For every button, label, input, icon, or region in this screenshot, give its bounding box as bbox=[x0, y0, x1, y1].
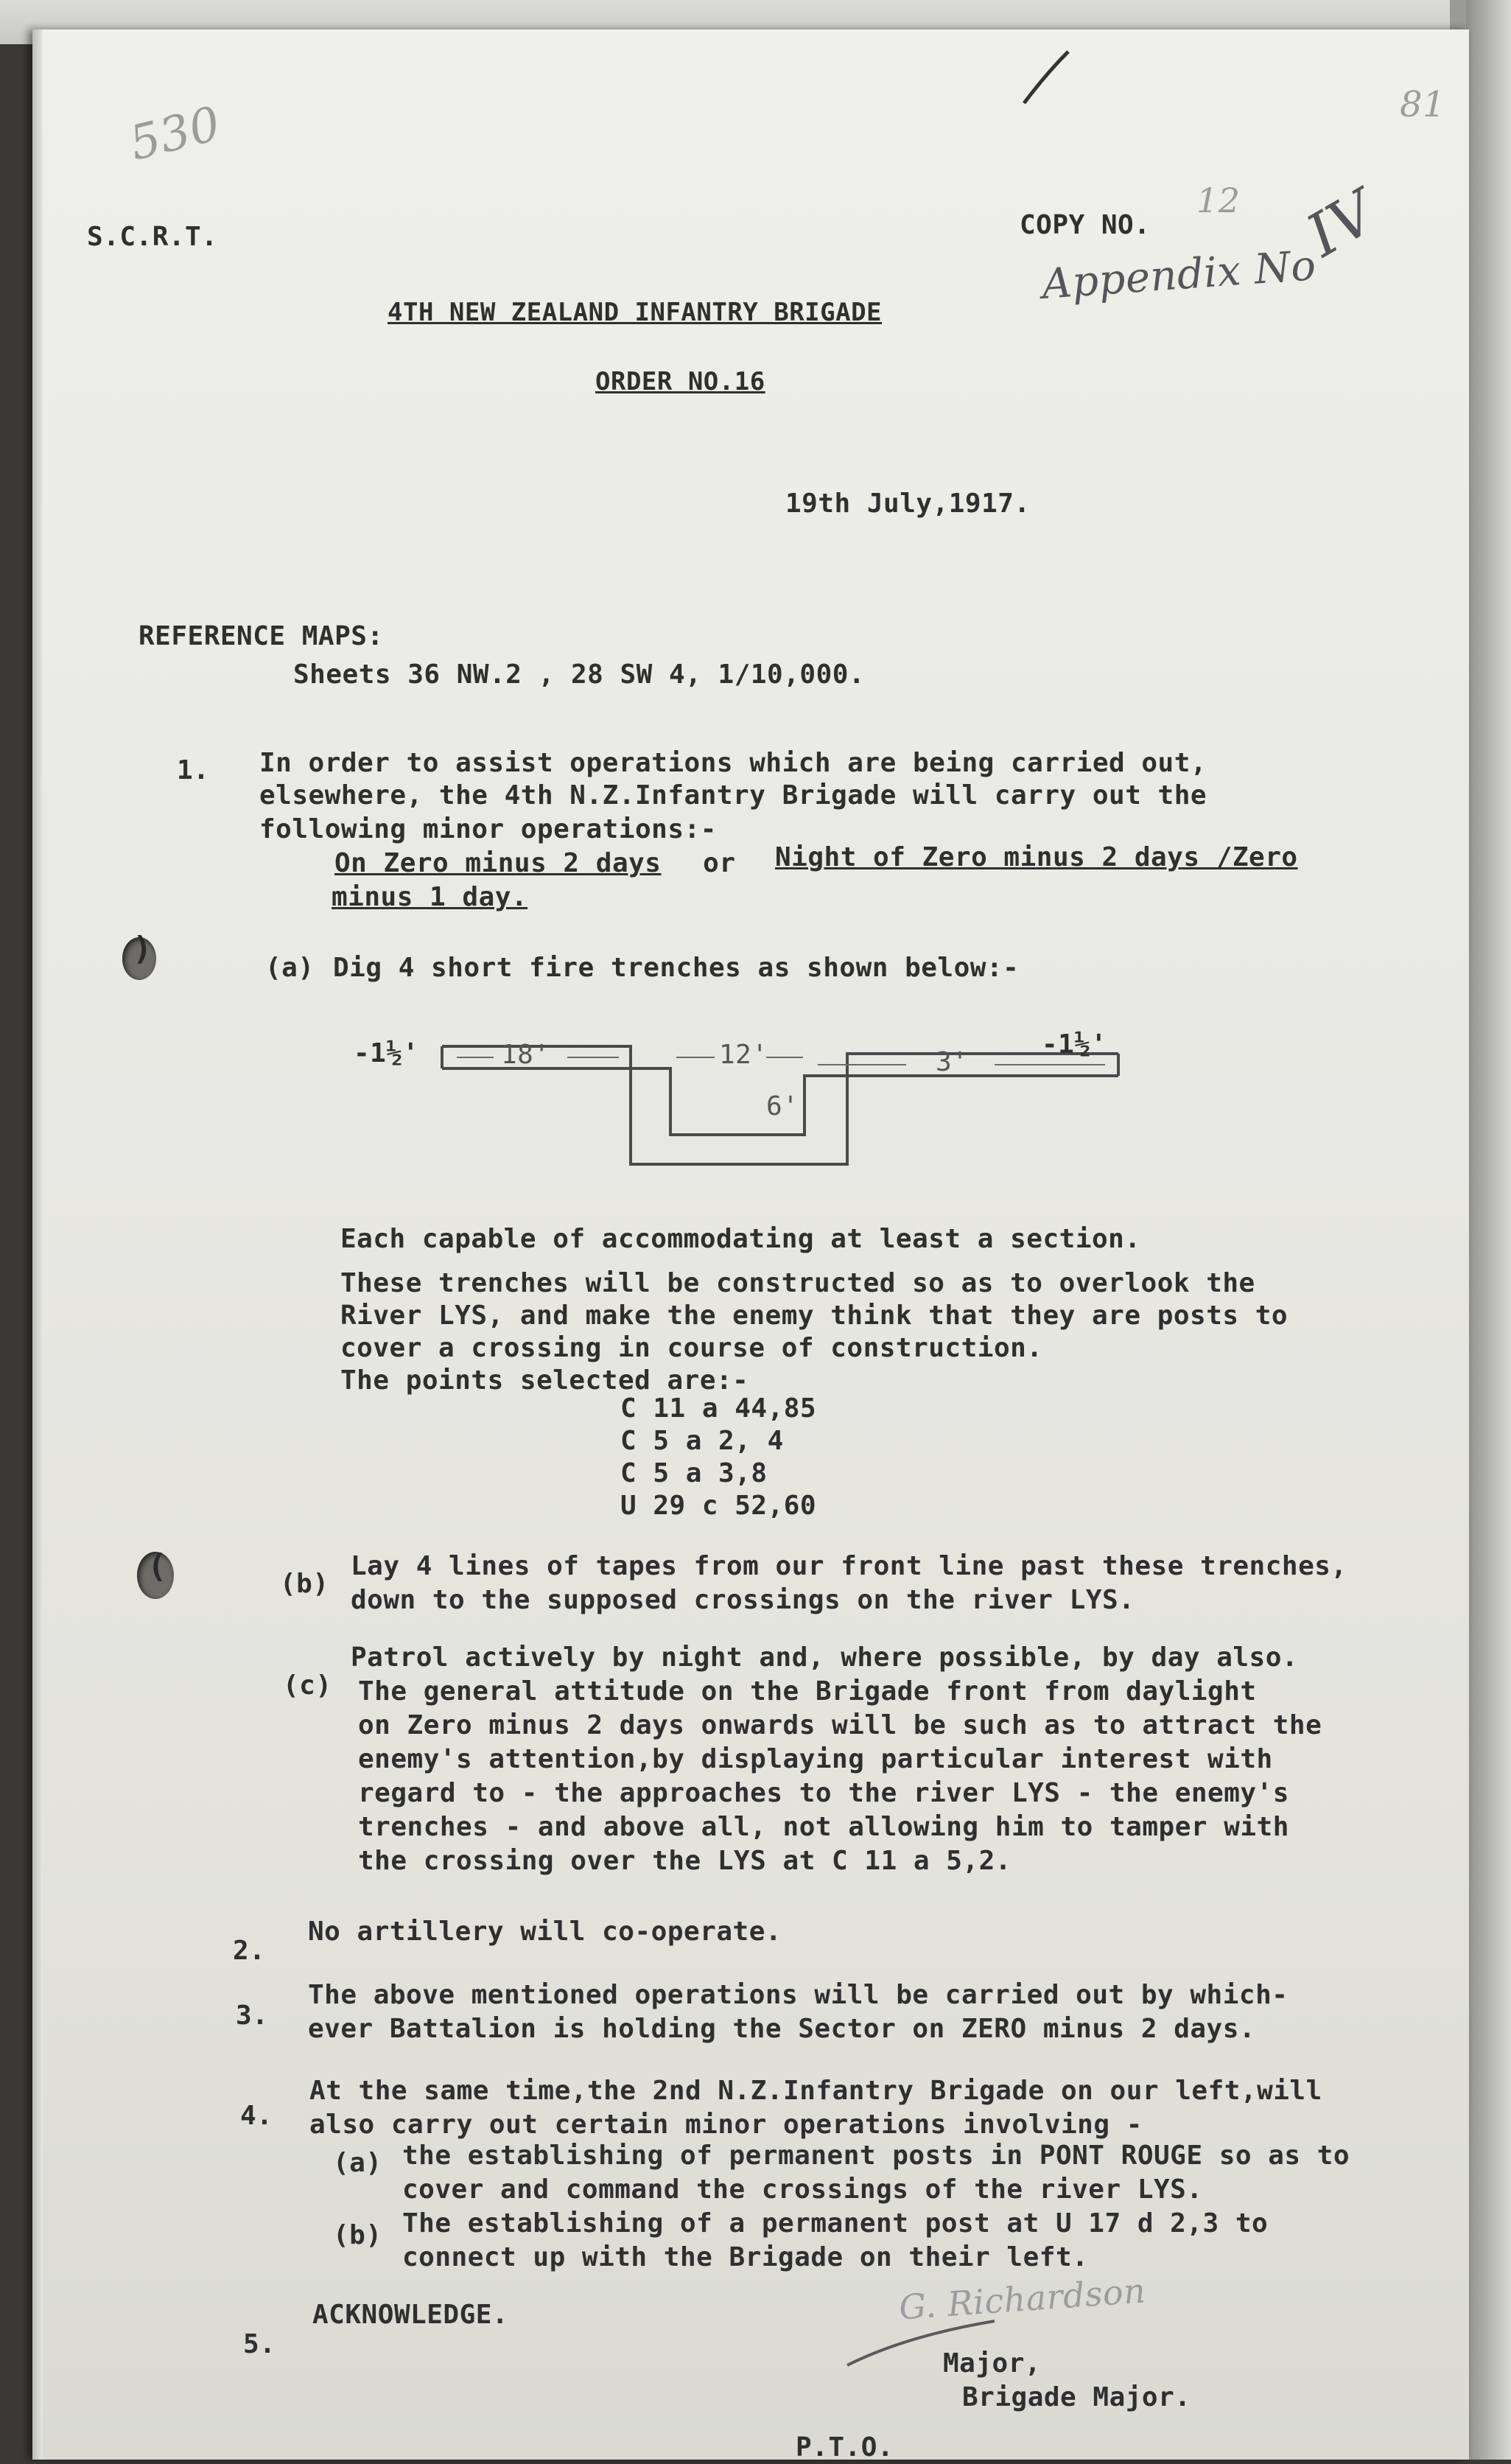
para4-line: At the same time,the 2nd N.Z.Infantry Brigade on our left,will bbox=[309, 2076, 1322, 2106]
selected-point: C 5 a 3,8 bbox=[620, 1458, 768, 1488]
secret-label: S.C.R.T. bbox=[87, 222, 218, 252]
para4-line: also carry out certain minor operations involving - bbox=[309, 2110, 1143, 2140]
reference-sheets: Sheets 36 NW.2 , 28 SW 4, 1/10,000. bbox=[293, 659, 866, 690]
item-c-line: Patrol actively by night and, where possible, by day also. bbox=[351, 1642, 1299, 1673]
bracket-mark-bottom: ( bbox=[147, 1547, 167, 1585]
para4-a-line: the establishing of permanent posts in PONT ROUGE so as to bbox=[402, 2141, 1350, 2171]
para2-number: 2. bbox=[233, 1936, 266, 1966]
timing-night: Night of Zero minus 2 days /Zero bbox=[775, 842, 1298, 872]
copy-no-label: COPY NO. bbox=[1020, 210, 1151, 240]
pen-mark bbox=[1017, 44, 1076, 113]
item-a-detail: The points selected are:- bbox=[340, 1365, 749, 1396]
item-c-line: on Zero minus 2 days onwards will be such as to attract the bbox=[358, 1710, 1322, 1740]
para4-b-line: The establishing of a permanent post at U 17 d 2,3 to bbox=[402, 2208, 1269, 2239]
signature-title: Brigade Major. bbox=[962, 2382, 1191, 2412]
page-left-edge bbox=[32, 29, 43, 2460]
stamp-number: 530 bbox=[124, 97, 226, 172]
order-title: ORDER NO.16 bbox=[595, 367, 765, 396]
underlying-sheet bbox=[1466, 0, 1511, 2460]
item-a-text: Dig 4 short fire trenches as shown below:- bbox=[333, 953, 1020, 983]
para3-line: ever Battalion is holding the Sector on ZERO minus 2 days. bbox=[308, 2014, 1256, 2044]
selected-point: C 11 a 44,85 bbox=[620, 1393, 817, 1424]
para3-number: 3. bbox=[236, 2001, 269, 2031]
reference-heading: REFERENCE MAPS: bbox=[139, 621, 384, 651]
para4-number: 4. bbox=[240, 2101, 273, 2131]
item-c-line: enemy's attention,by displaying particular interest with bbox=[358, 1744, 1273, 1774]
item-a-detail: River LYS, and make the enemy think that they are posts to bbox=[340, 1301, 1289, 1331]
item-c-line: regard to - the approaches to the river LYS - the enemy's bbox=[358, 1778, 1289, 1808]
para4-b-label: (b) bbox=[333, 2220, 382, 2250]
selected-point: U 29 c 52,60 bbox=[620, 1491, 817, 1521]
para3-line: The above mentioned operations will be carried out by which- bbox=[308, 1980, 1289, 2010]
handwritten-signature: G. Richardson bbox=[897, 2270, 1147, 2328]
order-date: 19th July,1917. bbox=[785, 489, 1031, 519]
timing-zero-minus-2: On Zero minus 2 days bbox=[334, 848, 662, 878]
signature-rank: Major, bbox=[943, 2348, 1042, 2379]
capacity-line: Each capable of accommodating at least a section. bbox=[340, 1224, 1141, 1254]
acknowledge: ACKNOWLEDGE. bbox=[312, 2300, 509, 2330]
right-length-label: 3' bbox=[936, 1047, 969, 1077]
appendix-label: Appendix No bbox=[1040, 242, 1318, 309]
item-b-label: (b) bbox=[280, 1569, 329, 1599]
left-length-label: 18' bbox=[501, 1040, 550, 1070]
copy-no-value: 12 bbox=[1196, 181, 1241, 220]
left-depth-label: -1½' bbox=[354, 1038, 419, 1068]
selected-point: C 5 a 2, 4 bbox=[620, 1426, 784, 1456]
item-c-line: trenches - and above all, not allowing him to tamper with bbox=[358, 1812, 1289, 1842]
trench-depth-label: 6' bbox=[766, 1091, 799, 1121]
corner-number: 81 bbox=[1400, 84, 1446, 125]
item-b-line: Lay 4 lines of tapes from our front line past these trenches, bbox=[351, 1551, 1347, 1581]
timing-or: or bbox=[687, 848, 752, 878]
item-c-line: the crossing over the LYS at C 11 a 5,2. bbox=[358, 1846, 1012, 1876]
appendix-value: IV bbox=[1295, 177, 1388, 270]
item-a-detail: cover a crossing in course of construction. bbox=[340, 1333, 1043, 1363]
item-b-line: down to the supposed crossings on the river LYS. bbox=[351, 1585, 1135, 1615]
item-a-detail: These trenches will be constructed so as to overlook the bbox=[340, 1268, 1255, 1298]
para1-line: following minor operations:- bbox=[259, 814, 717, 844]
item-c-line: The general attitude on the Brigade front from daylight bbox=[358, 1676, 1257, 1707]
brigade-title: 4TH NEW ZEALAND INFANTRY BRIGADE bbox=[388, 298, 883, 327]
middle-length-label: 12' bbox=[719, 1040, 768, 1070]
para1-number: 1. bbox=[177, 755, 210, 785]
para4-a-label: (a) bbox=[333, 2148, 382, 2178]
item-a-label: (a) bbox=[265, 953, 315, 983]
para2-text: No artillery will co-operate. bbox=[308, 1917, 782, 1947]
para5-number: 5. bbox=[243, 2329, 276, 2359]
right-depth-label: -1½' bbox=[1042, 1029, 1107, 1060]
para4-a-line: cover and command the crossings of the river LYS. bbox=[402, 2174, 1203, 2205]
trench-diagram bbox=[346, 1017, 1127, 1179]
para4-b-line: connect up with the Brigade on their left. bbox=[402, 2242, 1089, 2272]
pto-footer: P.T.O. bbox=[796, 2432, 894, 2463]
para1-line: In order to assist operations which are being carried out, bbox=[259, 748, 1207, 778]
bracket-mark-top: ) bbox=[133, 930, 152, 967]
item-c-label: (c) bbox=[283, 1670, 332, 1701]
para1-line: elsewhere, the 4th N.Z.Infantry Brigade will carry out the bbox=[259, 780, 1207, 811]
timing-minus-1: minus 1 day. bbox=[332, 882, 528, 912]
